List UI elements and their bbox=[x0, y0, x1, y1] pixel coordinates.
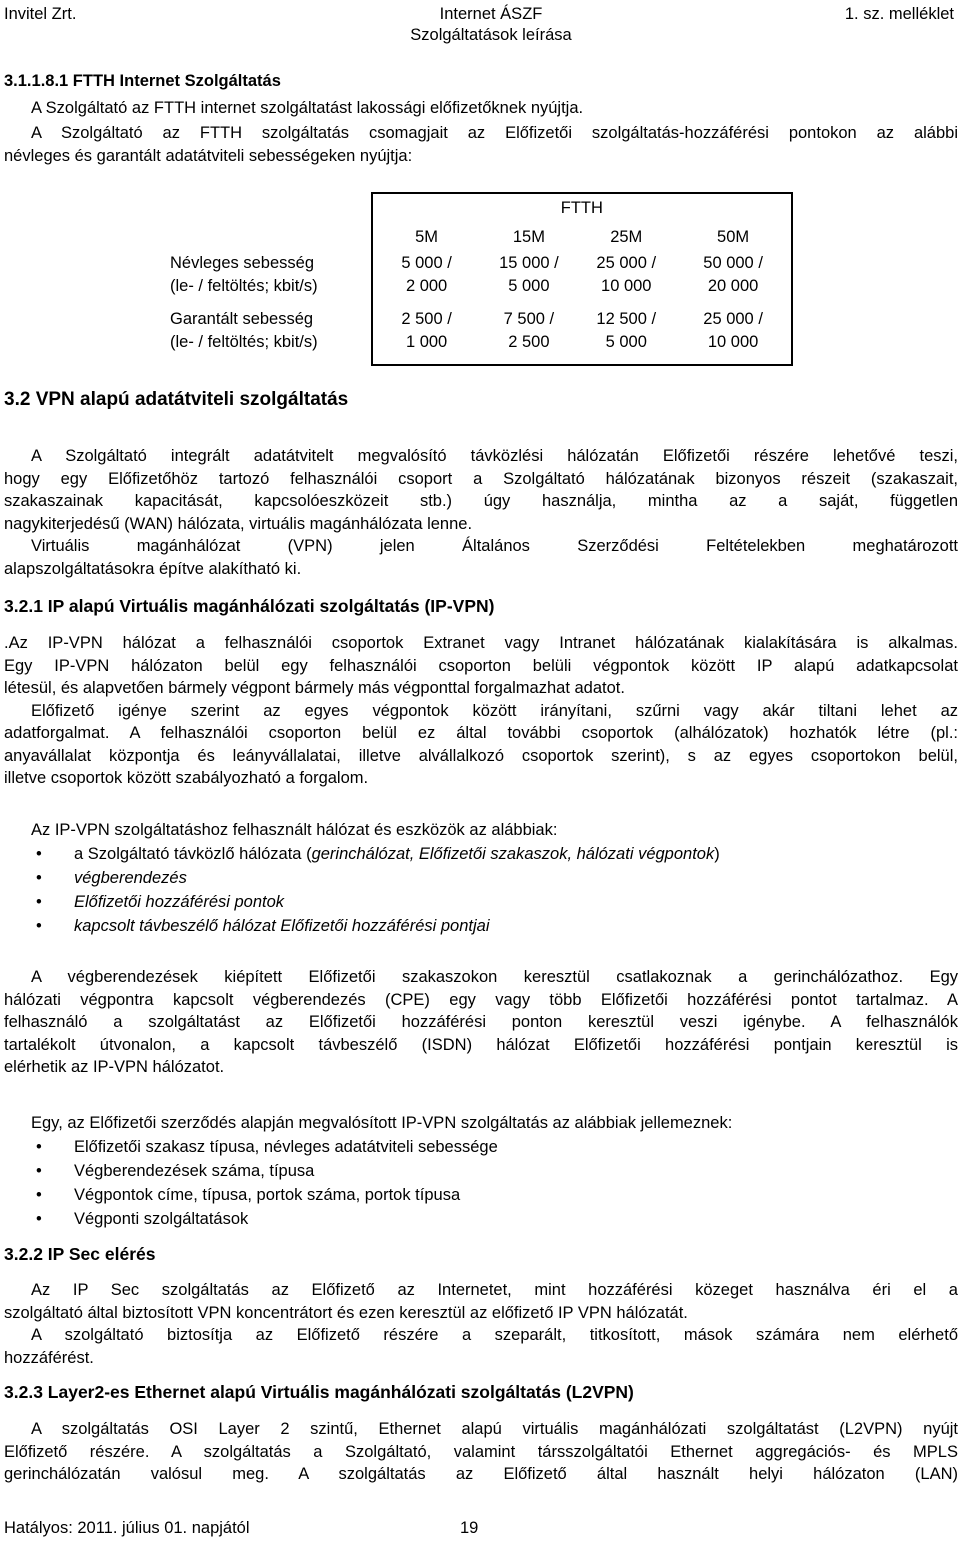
bullet-icon: • bbox=[36, 1162, 42, 1180]
text-line: adatforgalmat. A felhasználói csoporton belül ez által további csoportok (alhálózatok) hozhatók létre (pl.: bbox=[4, 724, 958, 742]
list-item: • Végponti szolgáltatások bbox=[36, 1208, 956, 1232]
header-company: Invitel Zrt. bbox=[4, 5, 77, 23]
text-line: A szolgáltatás OSI Layer 2 szintű, Ethernet alapú virtuális magánhálózati szolgáltatást (L2VPN) nyújt bbox=[31, 1420, 958, 1438]
row-label-line: Névleges sebesség bbox=[170, 254, 315, 272]
ftth-speed-table bbox=[160, 192, 793, 366]
paragraph-ftth-intro: A Szolgáltató az FTTH internet szolgáltatást lakossági előfizetőknek nyújtja. bbox=[31, 99, 584, 117]
paragraph-network-intro: Az IP-VPN szolgáltatáshoz felhasznált hálózat és eszközök az alábbiak: bbox=[31, 821, 558, 839]
list-item: • Végberendezések száma, típusa bbox=[36, 1160, 956, 1184]
text-line: hogy egy Előfizetőhöz tartozó felhasználói csoport a Szolgáltató hálózatának bizonyos részeit (szakaszait, bbox=[4, 469, 958, 488]
text-line: A Szolgáltató integrált adatátvitelt megvalósító távközlési hálózatán Előfizetői részére lehetővé teszi, bbox=[31, 447, 958, 465]
text-line: A végberendezések kiépített Előfizetői szakaszokon keresztül csatlakoznak a gerinchálózathoz. Egy bbox=[31, 968, 958, 986]
text-line: nagykiterjedésű (WAN) hálózata, virtuális magánhálózata lenne. bbox=[4, 514, 473, 533]
table-row bbox=[160, 308, 792, 365]
text-line: Az IP Sec szolgáltatás az Előfizető az Internetet, mint hozzáférési közeget használva éri el a bbox=[31, 1281, 958, 1299]
text-line: Virtuális magánhálózat (VPN) jelen Általános Szerződési Feltételekben meghatározott bbox=[31, 537, 958, 555]
table-cell: 15 000 / 5 000 bbox=[499, 254, 559, 295]
table-cell: 7 500 / 2 500 bbox=[480, 308, 577, 365]
text-line: anyavállalat központja és leányvállalatai, illetve alvállalkozó csoportok szerint), s az egyes csoportokon belül, bbox=[4, 746, 958, 765]
text-line: gerinchálózatán valósul meg. A szolgáltatás az Előfizető által használt helyi hálózaton (LAN) bbox=[4, 1465, 958, 1483]
footer-effective-date: Hatályos: 2011. július 01. napjától bbox=[4, 1519, 250, 1537]
text-line: illetve csoportok között szabályozható a forgalom. bbox=[4, 769, 369, 787]
table-cell: 5 000 / 2 000 bbox=[372, 252, 481, 308]
page-header bbox=[4, 4, 954, 48]
column-header: 50M bbox=[675, 222, 792, 252]
text-line: alapszolgáltatásokra építve alakítható ki. bbox=[4, 559, 302, 578]
row-label-line: Garantált sebesség bbox=[170, 310, 314, 328]
text-line: hozzáférést. bbox=[4, 1348, 94, 1367]
column-header: 25M bbox=[610, 227, 643, 246]
table-cell: 12 500 / 5 000 bbox=[577, 308, 675, 365]
list-item: • Végpontok címe, típusa, portok száma, portok típusa bbox=[36, 1184, 956, 1208]
text-line: hálózati végpontra kapcsolt végberendezés (CPE) egy vagy több Előfizetői hozzáférési pontot tartalmaz. A bbox=[4, 990, 958, 1009]
text-line: Előfizető igénye szerint az egyes végpontok között irányítani, szűrni vagy akár tiltani lehet az bbox=[31, 701, 958, 720]
list-item: • kapcsolt távbeszélő hálózat Előfizetői hozzáférési pontjai bbox=[36, 915, 956, 939]
row-label bbox=[160, 252, 372, 308]
paragraph-ftth-speeds bbox=[4, 122, 958, 167]
list-item: • végberendezés bbox=[36, 867, 956, 891]
text-line: szolgáltató által biztosított VPN koncentrátort és ezen keresztül az előfizető IP VPN hálózatát. bbox=[4, 1303, 688, 1322]
list-item: • Előfizetői hozzáférési pontok bbox=[36, 891, 956, 915]
table-cell: 2 500 / 1 000 bbox=[372, 308, 481, 365]
text-line: névleges és garantált adatátviteli sebességeken nyújtja: bbox=[4, 146, 413, 165]
bullet-icon: • bbox=[36, 845, 42, 863]
table-cell: 25 000 / 10 000 bbox=[596, 254, 657, 295]
table-row bbox=[160, 252, 792, 308]
bullet-icon: • bbox=[36, 869, 42, 887]
text-line: .Az IP-VPN hálózat a felhasználói csoportok Extranet vagy Intranet hálózatának kialakítására is alkalmas. bbox=[4, 634, 958, 652]
paragraph-end-devices bbox=[4, 966, 958, 1079]
row-label bbox=[160, 308, 372, 365]
text-line: Egy IP-VPN hálózaton belül egy felhasználói csoporton belüli végpontok között IP alapú adatkapcsolat bbox=[4, 656, 958, 675]
table-cell: 50 000 / 20 000 bbox=[675, 252, 792, 308]
header-document-title bbox=[384, 4, 598, 46]
section-heading-323: 3.2.3 Layer2-es Ethernet alapú Virtuális magánhálózati szolgáltatás (L2VPN) bbox=[4, 1382, 634, 1402]
row-label-line: (le- / feltöltés; kbit/s) bbox=[170, 332, 318, 351]
section-heading-3118: 3.1.1.8.1 FTTH Internet Szolgáltatás bbox=[4, 72, 281, 90]
bullet-icon: • bbox=[36, 893, 42, 911]
text-line: Előfizető részére. A szolgáltatás a Szolgáltató, valamint társszolgáltatói Ethernet aggregációs- és MPLS bbox=[4, 1442, 958, 1461]
table-cell: 25 000 / 10 000 bbox=[675, 308, 792, 365]
text-line: A Szolgáltató az FTTH szolgáltatás csomagjait az Előfizetői szolgáltatás-hozzáférési pontokon az alábbi bbox=[31, 124, 958, 142]
paragraph-ipsec bbox=[4, 1279, 958, 1369]
column-header: 15M bbox=[512, 227, 545, 246]
section-heading-32: 3.2 VPN alapú adatátviteli szolgáltatás bbox=[4, 389, 349, 410]
text-line: felhasználó a szolgáltatást az Előfizetői hozzáférési ponton keresztül veszi igénybe. A felhasználók bbox=[4, 1013, 958, 1031]
row-label-line: (le- / feltöltés; kbit/s) bbox=[170, 276, 318, 295]
section-heading-322: 3.2.2 IP Sec elérés bbox=[4, 1244, 156, 1264]
characteristics-list bbox=[36, 1136, 956, 1232]
page-number: 19 bbox=[460, 1519, 479, 1537]
bullet-icon: • bbox=[36, 1210, 42, 1228]
text-line: szakaszainak kapacitását, kapcsolóeszközeit stb.) úgy használja, mintha az a saját, független bbox=[4, 492, 958, 510]
network-components-list bbox=[36, 843, 956, 939]
list-item: • Előfizetői szakasz típusa, névleges adatátviteli sebessége bbox=[36, 1136, 956, 1160]
bullet-icon: • bbox=[36, 1186, 42, 1204]
paragraph-ipvpn bbox=[4, 632, 958, 790]
paragraph-l2vpn bbox=[4, 1418, 958, 1486]
section-heading-321: 3.2.1 IP alapú Virtuális magánhálózati szolgáltatás (IP-VPN) bbox=[4, 596, 495, 616]
paragraph-vpn-intro bbox=[4, 445, 958, 580]
bullet-icon: • bbox=[36, 917, 42, 935]
list-item: • a Szolgáltató távközlő hálózata (gerinchálózat, Előfizetői szakaszok, hálózati végpontok) bbox=[36, 843, 956, 867]
text-line: létesül, és alapvetően bármely végpont bármely más végponttal forgalmazhat adatot. bbox=[4, 679, 625, 697]
text-line: A szolgáltató biztosítja az Előfizető részére a szeparált, titkosított, mások számára nem elérhető bbox=[31, 1326, 958, 1344]
table-group-header: FTTH bbox=[372, 193, 792, 222]
header-title-line1: Internet ÁSZF bbox=[439, 5, 543, 23]
header-title-line2: Szolgáltatások leírása bbox=[410, 26, 572, 44]
header-annex: 1. sz. melléklet bbox=[844, 5, 954, 23]
text-line: elérhetik az IP-VPN hálózatot. bbox=[4, 1058, 225, 1076]
text-line: tartalékolt útvonalon, a kapcsolt távbeszélő (ISDN) hálózat Előfizetői hozzáférési pontjain keresztül is bbox=[4, 1035, 958, 1054]
bullet-icon: • bbox=[36, 1138, 42, 1156]
column-header: 5M bbox=[372, 222, 481, 252]
paragraph-characteristics-intro: Egy, az Előfizetői szerződés alapján megvalósított IP-VPN szolgáltatás az alábbiak jellemeznek: bbox=[31, 1114, 733, 1132]
